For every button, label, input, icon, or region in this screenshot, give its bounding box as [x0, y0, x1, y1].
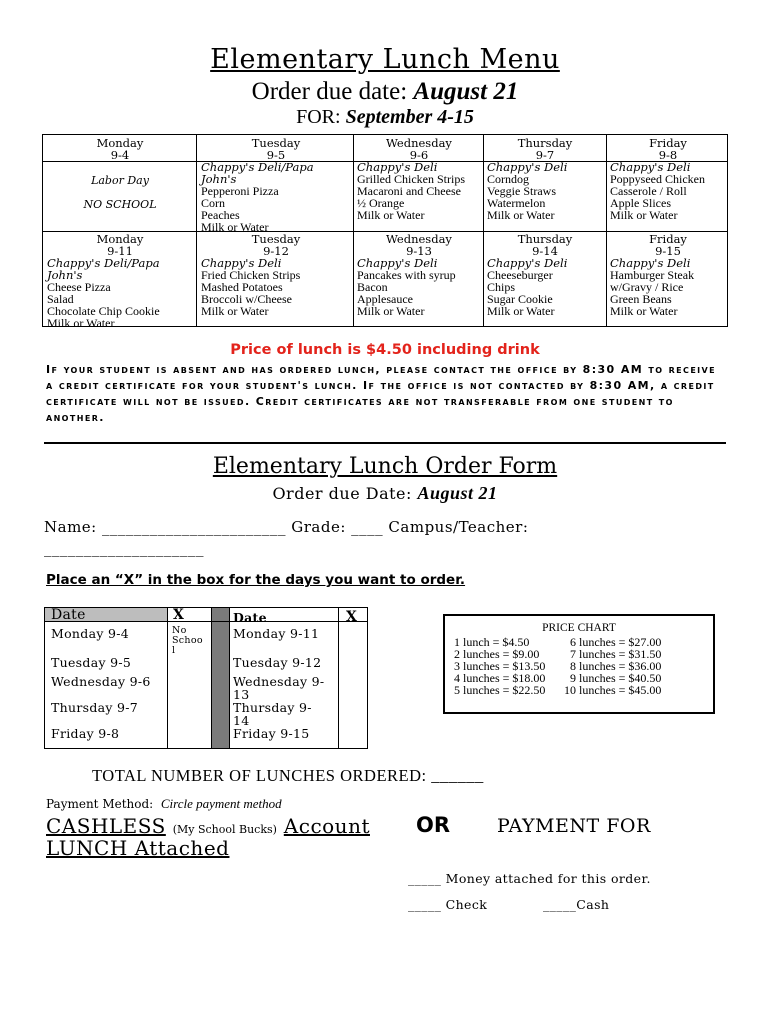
menu-item: Milk or Water [357, 208, 425, 222]
day-name: Monday [96, 136, 144, 150]
order-table [44, 607, 368, 749]
menu-item: Poppyseed Chicken [610, 172, 705, 186]
lunch-attached-label: LUNCH Attached [46, 836, 230, 860]
cash-option[interactable]: _____Cash [543, 897, 610, 912]
section-divider [44, 442, 726, 444]
menu-item: Veggie Straws [487, 184, 556, 198]
order-day-tuesday-9-12: Tuesday 9-12 [233, 655, 322, 670]
menu-item: Hamburger Steak [610, 268, 695, 282]
day-name: Wednesday [386, 136, 452, 150]
total-lunches-line[interactable]: TOTAL NUMBER OF LUNCHES ORDERED: ______ [92, 766, 484, 785]
order-day-thursday-9-14: Thursday 9- [233, 700, 312, 715]
order-day-thursday-9-7: Thursday 9-7 [51, 700, 139, 715]
x-box-tuesday-9-5[interactable] [168, 652, 210, 672]
order-day-monday-9-4: Monday 9-4 [51, 626, 129, 641]
day-name: Thursday [517, 136, 573, 150]
menu-item: Macaroni and Cheese [357, 184, 461, 198]
check-option[interactable]: _____ Check [408, 897, 488, 912]
menu-item: Sugar Cookie [487, 292, 553, 306]
menu-cell-tuesday-9-12 [201, 233, 351, 317]
price-chart [443, 614, 715, 714]
price-row: 10 lunches = $45.00 [564, 683, 662, 697]
vendor: Chappy's Deli [357, 256, 438, 270]
x-box-thursday-9-14[interactable] [339, 698, 367, 724]
day-name: Friday [649, 232, 687, 246]
absence-notice: If your student is absent and has ordered lunch, please contact the office by 8:30 AM to receive a credit certificate for your student's lunch. If the office is not contacted by 8:30 AM, a credit certificate will not be issued. Credit certificates are not transferable from one student to another. [46, 363, 717, 424]
day-date: 9-5 [266, 148, 286, 162]
col-x-header-right: X [346, 609, 358, 625]
menu-item: Fried Chicken Strips [201, 268, 301, 282]
menu-item: Watermelon [487, 196, 546, 210]
menu-table [42, 134, 728, 330]
menu-item: Chocolate Chip Cookie [47, 304, 160, 318]
price-chart-title: PRICE CHART [542, 622, 616, 634]
order-due-line [0, 78, 770, 106]
menu-item: Corn [201, 196, 225, 210]
menu-item: Salad [47, 292, 74, 306]
form-due-line [0, 483, 770, 504]
menu-cell-wednesday-9-6 [357, 137, 481, 221]
day-name: Tuesday [251, 136, 301, 150]
x-box-wednesday-9-6[interactable] [168, 672, 210, 698]
order-due-label: Order due date: [251, 78, 408, 105]
menu-item: Green Beans [610, 292, 672, 306]
vendor: Chappy's Deli [487, 256, 568, 270]
price-row: 7 lunches = $31.50 [570, 647, 662, 661]
day-name: Friday [649, 136, 687, 150]
menu-item: Grilled Chicken Strips [357, 172, 465, 186]
price-row: 5 lunches = $22.50 [454, 683, 546, 697]
menu-item: Corndog [487, 172, 529, 186]
menu-title: Elementary Lunch Menu [210, 44, 560, 75]
no-school-box: No Schoo l [172, 625, 203, 656]
no-school-note: NO SCHOOL [83, 198, 157, 211]
menu-cell-friday-9-15 [610, 233, 726, 317]
form-due-label: Order due Date: [272, 484, 412, 503]
form-due-date: August 21 [417, 483, 498, 503]
menu-item: Milk or Water [357, 304, 425, 318]
order-day-wednesday-9-13: Wednesday 9- [233, 674, 325, 689]
x-box-wednesday-9-13[interactable] [339, 672, 367, 698]
menu-item: Milk or Water [610, 208, 678, 222]
menu-cell-tuesday-9-5 [201, 137, 351, 233]
day-name: Tuesday [251, 232, 301, 246]
x-box-friday-9-15[interactable] [339, 724, 367, 748]
menu-cell-thursday-9-14 [487, 233, 603, 317]
labor-day-note: Labor Day [91, 174, 149, 187]
my-school-bucks: (My School Bucks) [172, 823, 277, 836]
for-label: FOR: [296, 106, 341, 128]
menu-item: Apple Slices [610, 196, 671, 210]
order-day-monday-9-11: Monday 9-11 [233, 626, 320, 641]
menu-item: Milk or Water [487, 304, 555, 318]
order-day-wednesday-9-6: Wednesday 9-6 [51, 674, 151, 689]
day-date: 9-7 [535, 148, 555, 162]
order-day-friday-9-15: Friday 9-15 [233, 726, 310, 741]
day-date: 9-13 [406, 244, 432, 258]
price-row: 1 lunch = $4.50 [454, 635, 530, 649]
menu-item: Bacon [357, 280, 388, 294]
x-box-thursday-9-7[interactable] [168, 698, 210, 724]
vendor: Chappy's Deli/Papa John's [201, 160, 314, 186]
menu-cell-friday-9-8 [610, 137, 726, 221]
order-due-date: August 21 [413, 78, 519, 105]
menu-item: Pepperoni Pizza [201, 184, 279, 198]
price-row: 6 lunches = $27.00 [570, 635, 662, 649]
order-day-tuesday-9-5: Tuesday 9-5 [51, 655, 132, 670]
payment-method-hint: Circle payment method [160, 796, 282, 811]
vendor: Chappy's Deli [610, 256, 691, 270]
price-row: 8 lunches = $36.00 [570, 659, 662, 673]
vendor: Chappy's Deli [201, 256, 282, 270]
x-box-tuesday-9-12[interactable] [339, 652, 367, 672]
day-date: 9-14 [532, 244, 558, 258]
vendor: Chappy's Deli/Papa John's [47, 256, 160, 282]
price-row: 4 lunches = $18.00 [454, 671, 546, 685]
menu-item: w/Gravy / Rice [610, 280, 684, 294]
menu-item: Cheeseburger [487, 268, 553, 282]
menu-item: ½ Orange [357, 196, 405, 210]
price-banner: Price of lunch is $4.50 including drink [230, 342, 540, 358]
menu-item: Broccoli w/Cheese [201, 292, 292, 306]
payment-method-line [46, 796, 282, 812]
menu-item: Cheese Pizza [47, 280, 111, 294]
menu-cell-monday-9-4 [47, 137, 193, 211]
day-date: 9-15 [655, 244, 681, 258]
cashless-option[interactable] [46, 814, 370, 838]
price-row: 2 lunches = $9.00 [454, 647, 540, 661]
payment-method-label: Payment Method: [46, 797, 154, 811]
col-x-header: X [173, 607, 185, 623]
menu-item: Peaches [201, 208, 240, 222]
order-day-friday-9-8: Friday 9-8 [51, 726, 120, 741]
money-attached-line[interactable]: _____ Money attached for this order. [408, 871, 651, 886]
vendor: Chappy's Deli [487, 160, 568, 174]
day-name: Thursday [517, 232, 573, 246]
col-date-header-right: Date [233, 610, 267, 625]
menu-item: Milk or Water [201, 304, 269, 318]
col-date-header: Date [51, 607, 86, 623]
account-label: Account [283, 814, 370, 838]
day-date: 9-4 [110, 148, 130, 162]
name-grade-campus-line[interactable]: Name: _______________________ Grade: ____ Campus/Teacher: [44, 518, 529, 536]
vendor: Chappy's Deli [610, 160, 691, 174]
day-date: 9-6 [409, 148, 429, 162]
or-separator: OR [416, 813, 451, 837]
day-name: Wednesday [386, 232, 452, 246]
for-range: September 4-15 [345, 106, 474, 128]
menu-item: Casserole / Roll [610, 184, 687, 198]
menu-item: Pancakes with syrup [357, 268, 456, 282]
order-day-thursday-9-14-cont: 14 [233, 713, 250, 728]
menu-item: Milk or Water [487, 208, 555, 222]
menu-cell-wednesday-9-13 [357, 233, 481, 317]
x-box-monday-9-11[interactable] [339, 622, 367, 652]
day-date: 9-8 [658, 148, 678, 162]
price-row: 3 lunches = $13.50 [454, 659, 546, 673]
menu-item: Milk or Water [610, 304, 678, 318]
menu-item: Applesauce [357, 292, 413, 306]
for-line [0, 106, 770, 129]
cashless-label: CASHLESS [46, 814, 166, 838]
menu-cell-monday-9-11 [47, 233, 193, 329]
campus-teacher-blank[interactable]: ____________________ [44, 539, 204, 557]
menu-item: Milk or Water [201, 220, 269, 234]
menu-item: Mashed Potatoes [201, 280, 283, 294]
price-row: 9 lunches = $40.50 [570, 671, 662, 685]
payment-for-option[interactable]: PAYMENT FOR [497, 815, 651, 837]
day-name: Monday [96, 232, 144, 246]
menu-item: Milk or Water [47, 316, 115, 330]
order-instruction: Place an “X” in the box for the days you want to order. [46, 572, 466, 588]
day-date: 9-12 [263, 244, 289, 258]
form-title: Elementary Lunch Order Form [212, 454, 558, 479]
menu-cell-thursday-9-7 [487, 137, 603, 221]
x-box-friday-9-8[interactable] [168, 724, 210, 748]
menu-item: Chips [487, 280, 516, 294]
order-day-wednesday-9-13-cont: 13 [233, 687, 250, 702]
day-date: 9-11 [107, 244, 133, 258]
vendor: Chappy's Deli [357, 160, 438, 174]
